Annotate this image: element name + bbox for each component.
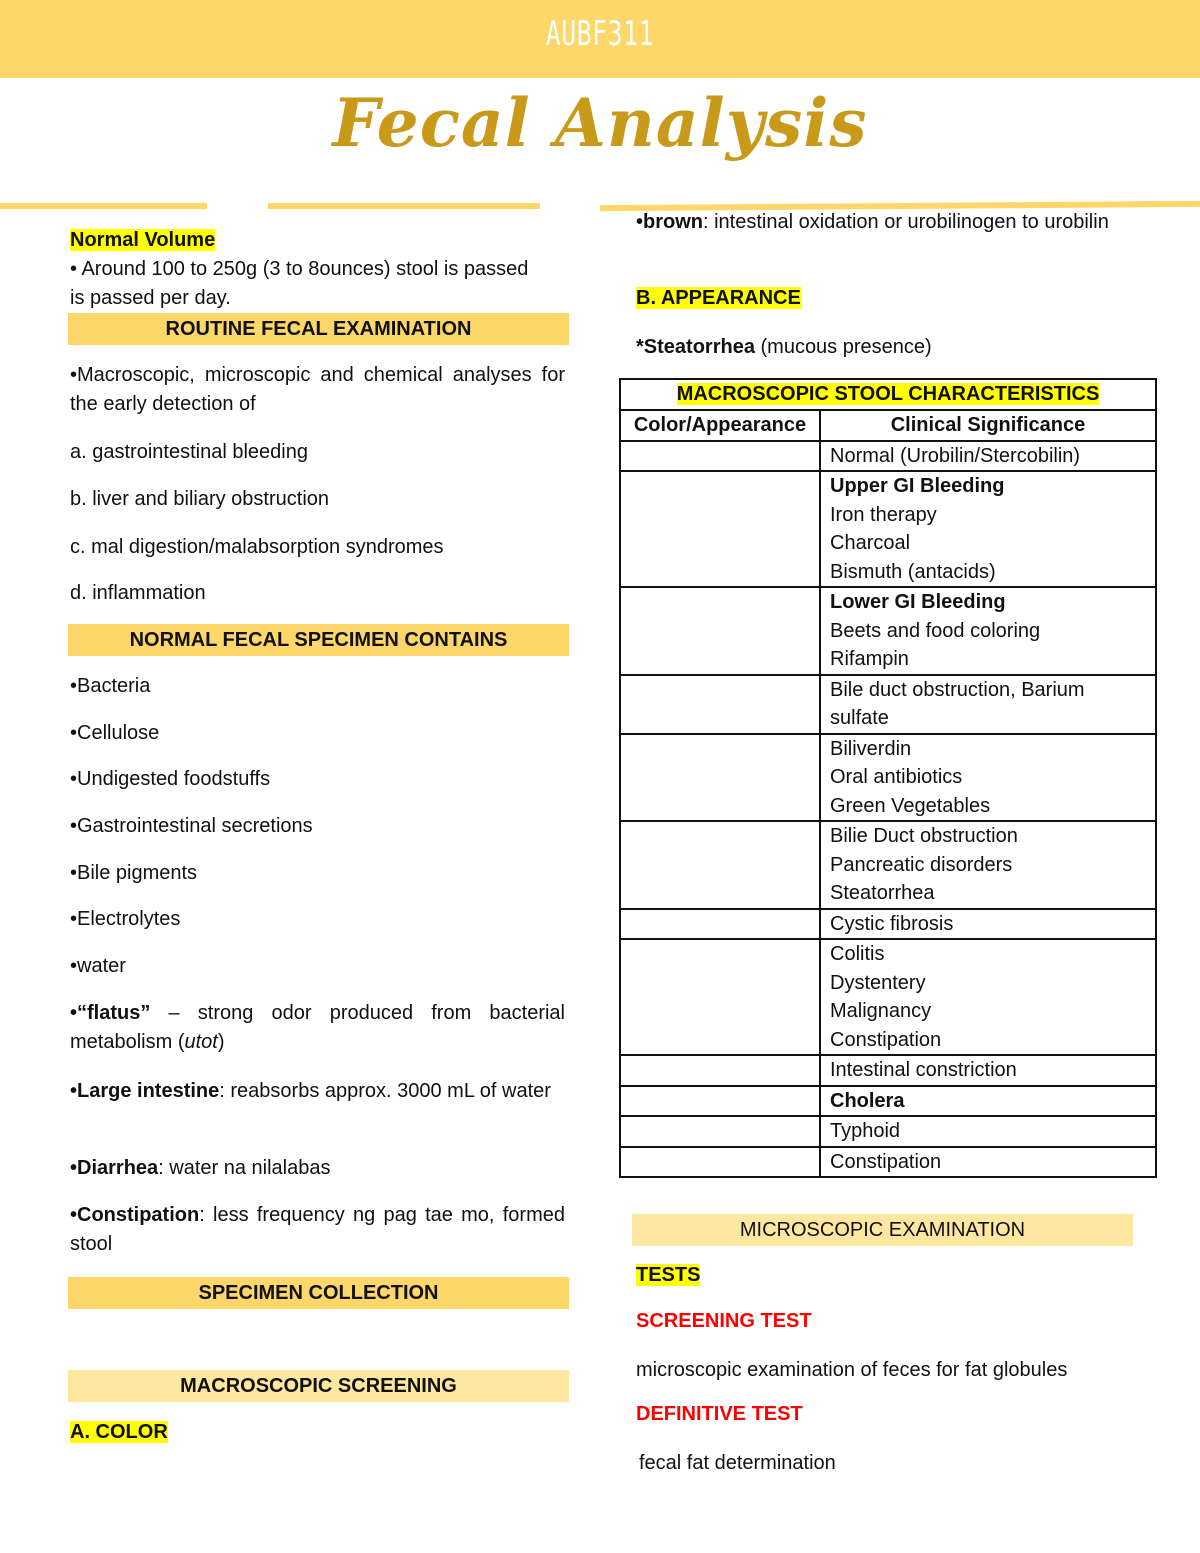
definitive-label: DEFINITIVE TEST — [636, 1403, 803, 1425]
specimen-banner: SPECIMEN COLLECTION — [68, 1277, 569, 1309]
flatus-paragraph: •“flatus” – strong odor produced from bacterial metabolism (utot) — [70, 1002, 565, 1053]
table-row — [620, 734, 1156, 822]
significance-line: Charcoal — [830, 532, 911, 554]
color-appearance-cell — [620, 675, 820, 734]
header-bar — [0, 0, 1200, 78]
color-appearance-cell — [620, 734, 820, 822]
color-appearance-cell — [620, 1086, 820, 1117]
significance-line: Iron therapy — [830, 503, 937, 526]
table-row — [620, 675, 1156, 734]
normal-volume-text: is passed per day. — [70, 287, 231, 309]
column-header: Clinical Significance — [820, 410, 1156, 441]
significance-line: Green Vegetables — [830, 794, 991, 817]
table-caption: MACROSCOPIC STOOL CHARACTERISTICS — [676, 383, 1100, 405]
color-appearance-cell — [620, 441, 820, 472]
list-item: a. gastrointestinal bleeding — [70, 441, 308, 463]
large-intestine-term: •Large intestine — [70, 1080, 220, 1102]
table-row — [620, 471, 1156, 587]
large-intestine-paragraph: •Large intestine: reabsorbs approx. 3000 mL of water — [70, 1080, 551, 1102]
table-row — [620, 1116, 1156, 1147]
clinical-significance-cell — [820, 1147, 1156, 1178]
brown-paragraph: •brown: intestinal oxidation or urobilinogen to urobilin — [636, 211, 1109, 233]
clinical-significance-cell — [820, 821, 1156, 909]
significance-line: Malignancy — [830, 1000, 932, 1022]
divider-rule — [268, 203, 540, 209]
list-item: c. mal digestion/malabsorption syndromes — [70, 536, 444, 558]
list-item: •Cellulose — [70, 722, 160, 744]
brown-term: •brown — [636, 211, 703, 233]
clinical-significance-cell — [820, 471, 1156, 587]
list-item: •Bile pigments — [70, 862, 198, 884]
list-item: •Undigested foodstuffs — [70, 768, 271, 790]
normal-volume-label: Normal Volume — [70, 229, 216, 251]
course-code: AUBF311 — [545, 14, 655, 54]
table-row — [620, 821, 1156, 909]
screening-text: microscopic examination of feces for fat globules — [636, 1359, 1068, 1381]
micro-banner: MICROSCOPIC EXAMINATION — [632, 1214, 1133, 1246]
definitive-text: fecal fat determination — [639, 1452, 836, 1474]
significance-line: Biliverdin — [830, 737, 912, 760]
significance-line: Intestinal constriction — [830, 1059, 1017, 1081]
table-row — [620, 587, 1156, 675]
contains-banner: NORMAL FECAL SPECIMEN CONTAINS — [68, 624, 569, 656]
significance-line: Beets and food coloring — [830, 619, 1041, 642]
significance-line: Normal (Urobilin/Stercobilin) — [830, 444, 1081, 467]
significance-line: Steatorrhea — [830, 882, 935, 904]
color-label: A. COLOR — [70, 1421, 168, 1443]
list-item: •water — [70, 955, 126, 977]
significance-line: Cystic fibrosis — [830, 912, 954, 935]
constipation-term: •Constipation — [70, 1204, 200, 1226]
routine-intro: •Macroscopic, microscopic and chemical analyses for the early detection of — [70, 364, 565, 415]
color-appearance-cell — [620, 1147, 820, 1178]
clinical-significance-cell — [820, 909, 1156, 940]
significance-line: Dystentery — [830, 971, 926, 994]
stool-characteristics-table — [619, 378, 1157, 1178]
color-appearance-cell — [620, 587, 820, 675]
clinical-significance-cell — [820, 1086, 1156, 1117]
color-appearance-cell — [620, 939, 820, 1055]
significance-line: Upper GI Bleeding — [830, 475, 1005, 497]
steatorrhea-term: *Steatorrhea — [636, 336, 755, 358]
clinical-significance-cell — [820, 734, 1156, 822]
significance-line: Pancreatic disorders — [830, 853, 1013, 876]
page-title: Fecal Analysis — [332, 84, 868, 162]
constipation-paragraph: •Constipation: less frequency ng pag tae mo, formed stool — [70, 1204, 565, 1255]
steatorrhea-paragraph: *Steatorrhea (mucous presence) — [636, 336, 932, 358]
macro-banner: MACROSCOPIC SCREENING — [68, 1370, 569, 1402]
list-item: b. liver and biliary obstruction — [70, 488, 330, 510]
significance-line: Constipation — [830, 1028, 942, 1051]
significance-line: Constipation — [830, 1150, 942, 1173]
clinical-significance-cell — [820, 1116, 1156, 1147]
table-row — [620, 1147, 1156, 1178]
color-appearance-cell — [620, 471, 820, 587]
divider-rule — [0, 203, 207, 209]
significance-line: Colitis — [830, 943, 885, 965]
significance-line: Typhoid — [830, 1120, 901, 1142]
significance-line: Oral antibiotics — [830, 766, 963, 788]
clinical-significance-cell — [820, 1055, 1156, 1086]
color-appearance-cell — [620, 1055, 820, 1086]
normal-volume-text: • Around 100 to 250g (3 to 8ounces) stool is passed — [70, 258, 529, 280]
screening-label: SCREENING TEST — [636, 1310, 812, 1332]
significance-line: Bilie Duct obstruction — [830, 825, 1018, 847]
table-row — [620, 939, 1156, 1055]
table-row — [620, 909, 1156, 940]
table-row — [620, 1086, 1156, 1117]
table-row — [620, 441, 1156, 472]
significance-line: Lower GI Bleeding — [830, 591, 1006, 613]
significance-line: Rifampin — [830, 648, 909, 670]
significance-line: Bismuth (antacids) — [830, 560, 996, 583]
routine-banner: ROUTINE FECAL EXAMINATION — [68, 313, 569, 345]
clinical-significance-cell — [820, 441, 1156, 472]
tests-label: TESTS — [636, 1264, 701, 1286]
list-item: d. inflammation — [70, 582, 206, 604]
significance-line: Bile duct obstruction, Barium sulfate — [830, 678, 1085, 729]
list-item: •Bacteria — [70, 675, 151, 697]
color-appearance-cell — [620, 821, 820, 909]
column-header: Color/Appearance — [620, 410, 820, 441]
table-body — [620, 441, 1156, 1178]
diarrhea-term: •Diarrhea — [70, 1157, 159, 1179]
significance-line: Cholera — [830, 1089, 905, 1112]
clinical-significance-cell — [820, 587, 1156, 675]
color-appearance-cell — [620, 1116, 820, 1147]
color-appearance-cell — [620, 909, 820, 940]
clinical-significance-cell — [820, 675, 1156, 734]
list-item: •Gastrointestinal secretions — [70, 815, 313, 837]
appearance-label: B. APPEARANCE — [636, 287, 801, 309]
flatus-term: •“flatus” — [70, 1002, 151, 1024]
list-item: •Electrolytes — [70, 908, 181, 930]
table-row — [620, 1055, 1156, 1086]
clinical-significance-cell — [820, 939, 1156, 1055]
diarrhea-paragraph: •Diarrhea: water na nilalabas — [70, 1157, 331, 1179]
